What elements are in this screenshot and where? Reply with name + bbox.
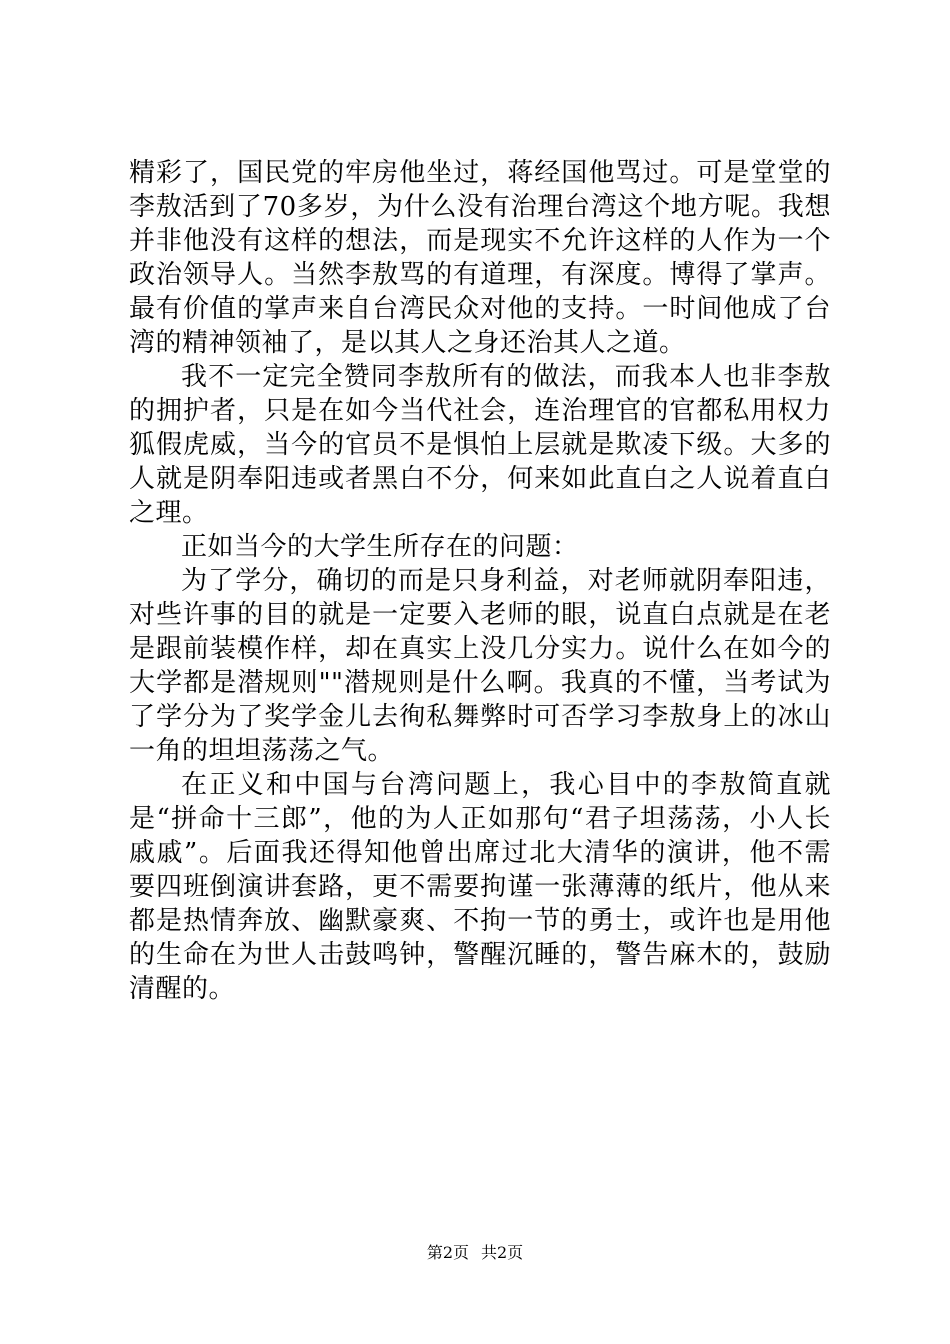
paragraph-continuation: 精彩了，国民党的牢房他坐过，蒋经国他骂过。可是堂堂的李敖活到了70多岁，为什么没有治理台湾这个地方呢。我想并非他没有这样的想法，而是现实不允许这样的人作为一个政治领导人。当然李敖骂的有道理，有深度。博得了掌声。最有价值的掌声来自台湾民众对他的支持。一时间他成了台湾的精神领袖了，是以其人之身还治其人之道。: [129, 158, 831, 358]
paragraph-li-ao-admiration: 在正义和中国与台湾问题上，我心目中的李敖简直就是“拼命十三郎”，他的为人正如那句“君子坦荡荡，小人长戚戚”。后面我还得知他曾出席过北大清华的演讲，他不需要四班倒演讲套路，更不需要拘谨一张薄薄的纸片，他从来都是热情奔放、幽默豪爽、不拘一节的勇士，或许也是用他的生命在为世人击鼓鸣钟，警醒沉睡的，警告麻木的，鼓励清醒的。: [129, 770, 831, 1004]
paragraph-student-problems-heading: 正如当今的大学生所存在的问题：: [181, 532, 579, 562]
page-number-current: 第2页: [426, 1243, 469, 1262]
page-footer: [0, 1243, 950, 1263]
paragraph-student-problems: 为了学分，确切的而是只身利益，对老师就阴奉阳违，对些许事的目的就是一定要入老师的眼，说直白点就是在老是跟前装模作样，却在真实上没几分实力。说什么在如今的大学都是潜规则""潜规则是什么啊。我真的不懂，当考试为了学分为了奖学金儿去徇私舞弊时可否学习李敖身上的冰山一角的坦坦荡荡之气。: [129, 566, 831, 766]
document-body: [129, 156, 831, 1006]
paragraph-li-ao-opinion: 我不一定完全赞同李敖所有的做法，而我本人也非李敖的拥护者，只是在如今当代社会，连治理官的官都私用权力狐假虎威，当今的官员不是惧怕上层就是欺凌下级。大多的人就是阴奉阳违或者黑白不分，何来如此直白之人说着直白之理。: [129, 362, 831, 528]
page-number-total: 共2页: [481, 1243, 524, 1262]
